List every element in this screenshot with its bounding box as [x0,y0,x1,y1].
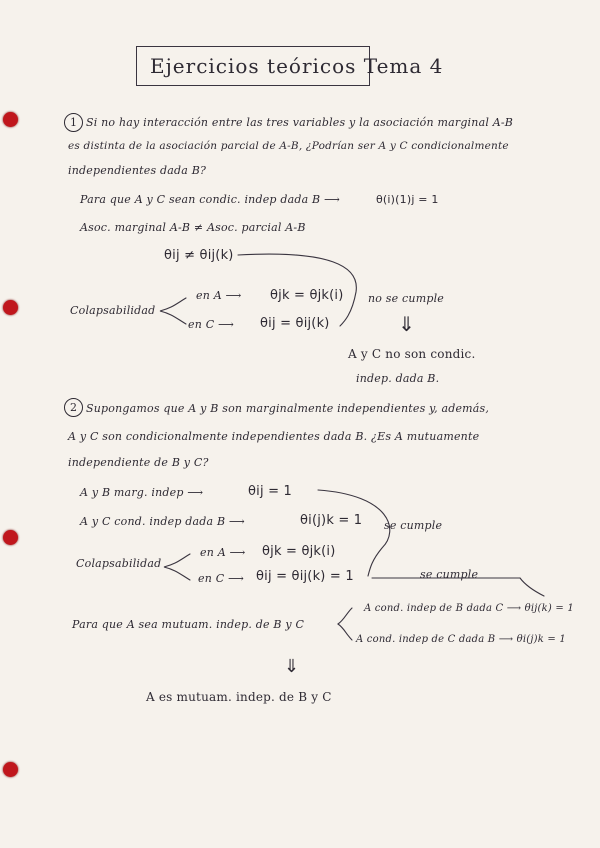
q2-met-2: se cumple [420,568,479,581]
q1-en-a: en A ⟶ [196,289,242,302]
q2-statement-line1: Supongamos que A y B son marginalmente independientes y, además, [86,402,490,415]
q2-branch-2: A cond. indep de C dada B ⟶ θi(j)k = 1 [356,634,566,645]
q2-collapse-label: Colapsabilidad [76,557,162,570]
q1-association: Asoc. marginal A-B ≠ Asoc. parcial A-B [80,221,306,234]
q1-statement-line3: independientes dada B? [68,164,207,177]
q2-en-c: en C ⟶ [198,572,244,585]
q2-statement-line3: independiente de B y C? [68,456,209,469]
q1-condition: Para que A y C sean condic. indep dada B ⟶ [80,193,340,206]
q2-en-c-formula: θij = θij(k) = 1 [256,569,354,584]
page-title: Ejercicios teóricos Tema 4 [150,54,444,78]
q2-branch-1: A cond. indep de B dada C ⟶ θij(k) = 1 [364,603,574,614]
q1-en-c: en C ⟶ [188,318,234,331]
q1-theta-inequality: θij ≠ θij(k) [164,248,234,263]
q2-met-1: se cumple [384,519,443,532]
q2-conditional-formula: θi(j)k = 1 [300,513,363,528]
q1-not-met: no se cumple [368,292,445,305]
q2-marginal-indep: A y B marg. indep ⟶ [80,486,204,499]
q2-en-a-formula: θjk = θjk(i) [262,544,336,559]
question-number: 1 [64,113,83,132]
q1-statement-line1: Si no hay interacción entre las tres variables y la asociación marginal A-B [86,116,514,129]
q1-condition-formula: θ(i)(1)j = 1 [376,193,439,206]
q1-statement-line2: es distinta de la asociación parcial de A-B, ¿Podrían ser A y C condicionalmente [68,140,509,152]
q2-mutual-condition: Para que A sea mutuam. indep. de B y C [72,618,305,631]
q2-conditional-indep: A y C cond. indep dada B ⟶ [80,515,245,528]
q2-en-a: en A ⟶ [200,546,246,559]
q2-statement-line2: A y C son condicionalmente independientes dada B. ¿Es A mutuamente [68,430,480,443]
q2-arrow-down: ⇓ [284,656,300,677]
q2-marginal-formula: θij = 1 [248,484,293,499]
q1-conclusion-line2: indep. dada B. [356,372,440,385]
q1-en-a-formula: θjk = θjk(i) [270,288,344,303]
q1-arrow-down: ⇓ [398,312,415,336]
curved-arrow-icon [238,254,356,326]
q1-collapse-label: Colapsabilidad [70,304,156,317]
branch-brace-icon [338,608,352,640]
q1-en-c-formula: θij = θij(k) [260,316,330,331]
q1-conclusion-line1: A y C no son condic. [348,347,476,361]
question-number: 2 [64,398,83,417]
brace-icon [160,298,186,324]
q2-final-conclusion: A es mutuam. indep. de B y C [146,690,332,704]
